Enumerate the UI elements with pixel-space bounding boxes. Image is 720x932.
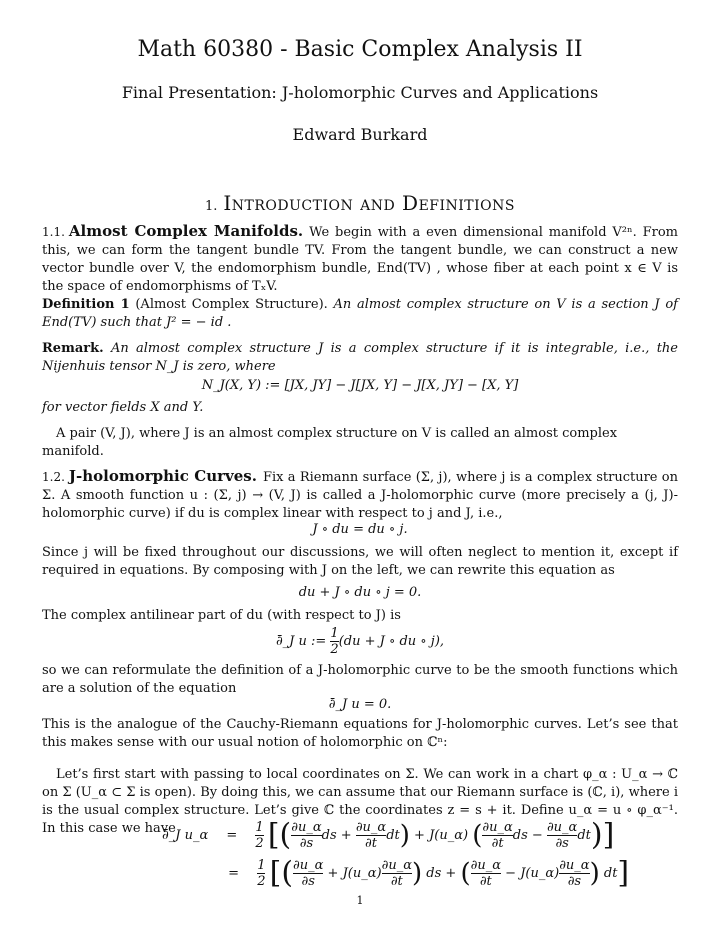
equation-4: ∂̄_J u = 0.	[328, 697, 392, 712]
plus-sign: +	[327, 866, 339, 881]
section-title: Introduction and Definitions	[223, 191, 515, 215]
bracket-close: )]	[590, 817, 615, 853]
half-den: 2	[257, 874, 266, 889]
subsection-number: 1.1.	[42, 225, 65, 239]
final-equation-row-2	[162, 855, 678, 891]
frac-du-dt	[382, 858, 412, 889]
den: ∂s	[293, 873, 323, 889]
equals-sign: =	[228, 866, 240, 881]
num: ∂u_α	[291, 820, 322, 835]
half-frac	[255, 820, 263, 851]
paragraph-text: Fix a Riemann surface (Σ, j), where j is a complex structure on Σ. A smooth function u : (Σ, j) → (V, J) is called a J-holomorphic curve (more precisely a (j, J)-holomorphic curve) if du is complex linear with respect to j and J, i.e.,	[42, 470, 678, 521]
den: ∂t	[382, 873, 412, 889]
remark-label: Remark.	[42, 341, 104, 356]
half-den: 2	[255, 836, 264, 851]
num: ∂u_α	[470, 858, 501, 873]
j-of-u: J(u_α)	[520, 866, 560, 881]
subsection-j-holomorphic	[42, 467, 678, 523]
equation-3	[42, 626, 678, 657]
den: ∂s	[291, 835, 321, 851]
bracket-close: ]	[617, 855, 630, 891]
paren-close: )	[589, 858, 600, 889]
minus-sign: −	[505, 866, 517, 881]
remark-block	[42, 340, 678, 376]
half-num: 1	[255, 820, 264, 835]
final-lhs: ∂̄_J u_α	[162, 828, 209, 843]
bracket-open: [(	[267, 817, 292, 853]
definition-name: (Almost Complex Structure).	[135, 297, 328, 312]
paren-close: )	[411, 858, 423, 889]
frac-du-ds	[547, 820, 577, 851]
plus-sign: +	[445, 866, 457, 881]
eq3-rhs: (du + J ∘ du ∘ j),	[338, 634, 445, 649]
equation-1: J ∘ du = du ∘ j.	[312, 522, 408, 537]
plus-sign: +	[414, 828, 425, 843]
plus-sign: +	[340, 828, 352, 843]
minus-sign: −	[531, 828, 543, 843]
definition-label: Definition 1	[42, 297, 130, 312]
definition-block	[42, 296, 678, 332]
section-heading	[42, 190, 678, 220]
subsection-number: 1.2.	[42, 470, 65, 484]
final-equation-row-1	[162, 817, 678, 853]
subsection-almost-complex	[42, 222, 678, 296]
dt-word: dt	[386, 828, 400, 843]
definition-text: An almost complex structure on V is a section J of End(TV) such that J² = − id .	[42, 297, 678, 330]
paren-open: (	[460, 858, 471, 889]
document-author: Edward Burkard	[292, 125, 428, 144]
num: ∂u_α	[559, 858, 590, 873]
den: ∂s	[559, 873, 589, 889]
document-subtitle: Final Presentation: J-holomorphic Curves and Applications	[121, 83, 599, 102]
den: ∂t	[356, 835, 386, 851]
pair-paragraph: A pair (V, J), where J is an almost complex structure on V is called an almost complex manifold.	[42, 426, 618, 459]
equation-2: du + J ∘ du ∘ j = 0.	[298, 585, 422, 600]
num: ∂u_α	[293, 858, 324, 873]
paragraph-4: so we can reformulate the definition of a J-holomorphic curve to be the smooth functions which are a solution of the equation	[42, 663, 678, 696]
frac-du-ds	[293, 858, 323, 889]
frac-du-ds	[559, 858, 589, 889]
paragraph-2: Since j will be fixed throughout our discussions, we will often neglect to mention it, except if required in equations. By composing with J on the left, we can rewrite this equation as	[42, 545, 678, 578]
j-of-u: J(u_α)	[342, 866, 382, 881]
frac-du-dt	[356, 820, 386, 851]
ds-word: ds	[426, 866, 442, 881]
section-number: 1.	[204, 199, 218, 214]
subsection-heading: J-holomorphic Curves.	[68, 467, 257, 485]
j-of-u: J(u_α)	[429, 828, 469, 843]
dt-word: dt	[577, 828, 591, 843]
frac-du-dt	[471, 858, 501, 889]
fraction-half	[330, 626, 338, 657]
page-number: 1	[356, 894, 364, 907]
equals-sign: =	[226, 828, 238, 843]
paragraph-3: The complex antilinear part of du (with respect to J) is	[42, 608, 401, 623]
frac-num: 1	[330, 626, 339, 641]
frac-den: 2	[330, 642, 339, 657]
num: ∂u_α	[482, 820, 513, 835]
remark-text: An almost complex structure J is a complex structure if it is integrable, i.e., the Nijenhuis tensor N_J is zero, where	[42, 341, 678, 374]
num: ∂u_α	[546, 820, 578, 835]
frac-du-ds	[291, 820, 321, 851]
document-title: Math 60380 - Basic Complex Analysis II	[137, 37, 583, 62]
subsection-heading: Almost Complex Manifolds.	[68, 222, 304, 240]
remark-after-text: for vector fields X and Y.	[42, 400, 204, 415]
paren-open: (	[472, 820, 483, 851]
ds-word: ds	[321, 828, 337, 843]
dt-word: dt	[603, 866, 618, 881]
bracket-open: [(	[269, 855, 294, 891]
eq3-lhs: ∂̄_J u :=	[275, 634, 327, 649]
num: ∂u_α	[381, 858, 412, 873]
paren-close: )	[399, 820, 410, 851]
nijenhuis-equation: N_J(X, Y) := [JX, JY] − J[JX, Y] − J[X, JY] − [X, Y]	[201, 378, 519, 393]
den: ∂t	[482, 835, 512, 851]
ds-word: ds	[512, 828, 528, 843]
half-num: 1	[257, 858, 266, 873]
paragraph-6: Let’s first start with passing to local coordinates on Σ. We can work in a chart φ_α : U_α → ℂ on Σ (U_α ⊂ Σ is open). By doing this, we can assume that our Riemann surface is (ℂ, i), where i is the usual complex structure. Let’s give ℂ the coordinates z = s + it. Define u_α = u ∘ φ_α⁻¹. In this case we have	[42, 767, 678, 836]
paragraph-5: This is the analogue of the Cauchy-Riemann equations for J-holomorphic curves. Let’s see that this makes sense with our usual notion of holomorphic on ℂⁿ:	[42, 717, 678, 750]
den: ∂t	[471, 873, 501, 889]
frac-du-dt	[482, 820, 512, 851]
num: ∂u_α	[355, 820, 387, 835]
paragraph-text: We begin with a even dimensional manifold V²ⁿ. From this, we can form the tangent bundle TV. From the tangent bundle, we can construct a new vector bundle over V, the endomorphism bundle, End(TV) , whose fiber at each point x ∈ V is the space of endomorphisms of TₓV.	[42, 225, 679, 294]
half-frac	[257, 858, 265, 889]
den: ∂s	[547, 835, 577, 851]
